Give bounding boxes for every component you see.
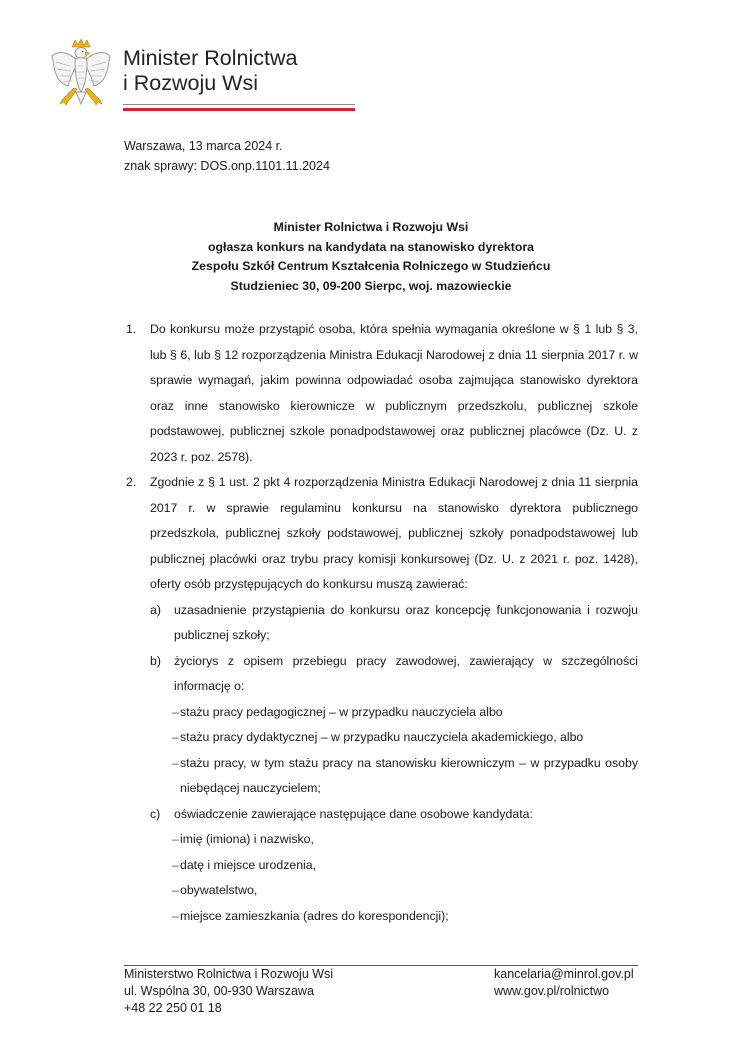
dash-marker: – xyxy=(172,857,179,872)
footer-contact-left xyxy=(124,966,333,1017)
dash-marker: – xyxy=(172,908,179,923)
footer-phone: +48 22 250 01 18 xyxy=(124,1001,222,1015)
polish-eagle-icon xyxy=(50,38,112,112)
document-date: Warszawa, 13 marca 2024 r. xyxy=(124,139,283,153)
dash-marker: – xyxy=(172,755,179,770)
letterhead xyxy=(50,38,310,118)
dash-item-text: datę i miejsce urodzenia, xyxy=(180,857,317,872)
dash-marker: – xyxy=(172,704,179,719)
list-item-number: 1. xyxy=(126,322,137,336)
dash-item xyxy=(124,878,638,904)
dash-item-text: imię (imiona) i nazwisko, xyxy=(180,832,314,846)
sub-item-text: życiorys z opisem przebiegu pracy zawodowej, zawierający w szczególności informację o: xyxy=(174,653,638,693)
minister-name-line2: i Rozwoju Wsi xyxy=(123,71,258,95)
list-item-number: 2. xyxy=(126,475,137,489)
sub-item-text: oświadczenie zawierające następujące dane osobowe kandydata: xyxy=(174,806,533,821)
title-line-1: Minister Rolnictwa i Rozwoju Wsi xyxy=(273,220,469,234)
letterhead-gray-rule xyxy=(123,104,355,105)
sub-item-letter: a) xyxy=(150,602,161,617)
sub-item-letter: c) xyxy=(150,806,161,821)
dash-item xyxy=(124,904,638,930)
sub-item-a xyxy=(124,598,638,649)
title-line-2: ogłasza konkurs na kandydata na stanowisko dyrektora xyxy=(208,239,534,254)
footer-ministry: Ministerstwo Rolnictwa i Rozwoju Wsi xyxy=(124,967,334,981)
sub-item-letter: b) xyxy=(150,653,161,668)
dash-item xyxy=(124,853,638,879)
footer-email[interactable]: kancelaria@minrol.gov.pl xyxy=(494,967,634,981)
dash-item-text: stażu pracy pedagogicznej – w przypadku nauczyciela albo xyxy=(180,704,503,719)
sub-item-c xyxy=(124,802,638,828)
list-item-text: Zgodnie z § 1 ust. 2 pkt 4 rozporządzenia Ministra Edukacji Narodowej z dnia 11 sierpnia 2017 r. w sprawie regulaminu konkursu na stanowisko dyrektora publicznego przedszkola, publicznej szkoły podstawowej, publicznej szkoły ponadpodstawowej lub publicznej placówki oraz trybu pracy komisji konkursowej (Dz. U. z 2021 r. poz. 1428), oferty osób przystępujących do konkursu muszą zawierać: xyxy=(150,475,638,591)
footer-website[interactable]: www.gov.pl/rolnictwo xyxy=(494,984,610,998)
title-line-4: Studzieniec 30, 09-200 Sierpc, woj. mazowieckie xyxy=(230,278,512,293)
list-item-1 xyxy=(124,317,638,470)
announcement-title xyxy=(124,218,618,296)
document-meta xyxy=(124,136,330,176)
dash-item-text: stażu pracy dydaktycznej – w przypadku nauczyciela akademickiego, albo xyxy=(180,730,584,744)
dash-marker: – xyxy=(172,730,179,744)
list-item-2 xyxy=(124,470,638,598)
sub-item-b xyxy=(124,649,638,700)
dash-item xyxy=(124,725,638,751)
case-number: znak sprawy: DOS.onp.1101.11.2024 xyxy=(124,159,330,173)
document-body xyxy=(124,317,638,929)
footer-address: ul. Wspólna 30, 00-930 Warszawa xyxy=(124,984,314,998)
title-line-3: Zespołu Szkół Centrum Kształcenia Rolniczego w Studzieńcu xyxy=(191,259,551,273)
minister-name xyxy=(123,46,297,96)
dash-item-text: miejsce zamieszkania (adres do korespondencji); xyxy=(180,908,449,923)
dash-item-text: stażu pracy, w tym stażu pracy na stanowisku kierowniczym – w przypadku osoby niebędącej nauczycielem; xyxy=(180,755,638,795)
sub-item-text: uzasadnienie przystąpienia do konkursu oraz koncepcję funkcjonowania i rozwoju publicznej szkoły; xyxy=(174,602,638,642)
dash-item xyxy=(124,751,638,802)
list-item-text: Do konkursu może przystąpić osoba, która spełnia wymagania określone w § 1 lub § 3, lub § 6, lub § 12 rozporządzenia Ministra Edukacji Narodowej z dnia 11 sierpnia 2017 r. w sprawie wymagań, jakim powinna odpowiadać osoba zajmująca stanowisko dyrektora oraz inne stanowisko kierownicze w publicznym przedszkolu, publicznej szkole podstawowej, publicznej szkole ponadpodstawowej oraz publicznej placówce (Dz. U. z 2023 r. poz. 2578). xyxy=(150,322,638,464)
dash-item xyxy=(124,827,638,853)
footer-contact-right xyxy=(494,966,634,1000)
dash-item-text: obywatelstwo, xyxy=(180,883,258,897)
letterhead-red-rule xyxy=(123,108,355,111)
dash-marker: – xyxy=(172,832,179,846)
dash-marker: – xyxy=(172,883,179,897)
dash-item xyxy=(124,700,638,726)
minister-name-line1: Minister Rolnictwa xyxy=(123,46,298,70)
